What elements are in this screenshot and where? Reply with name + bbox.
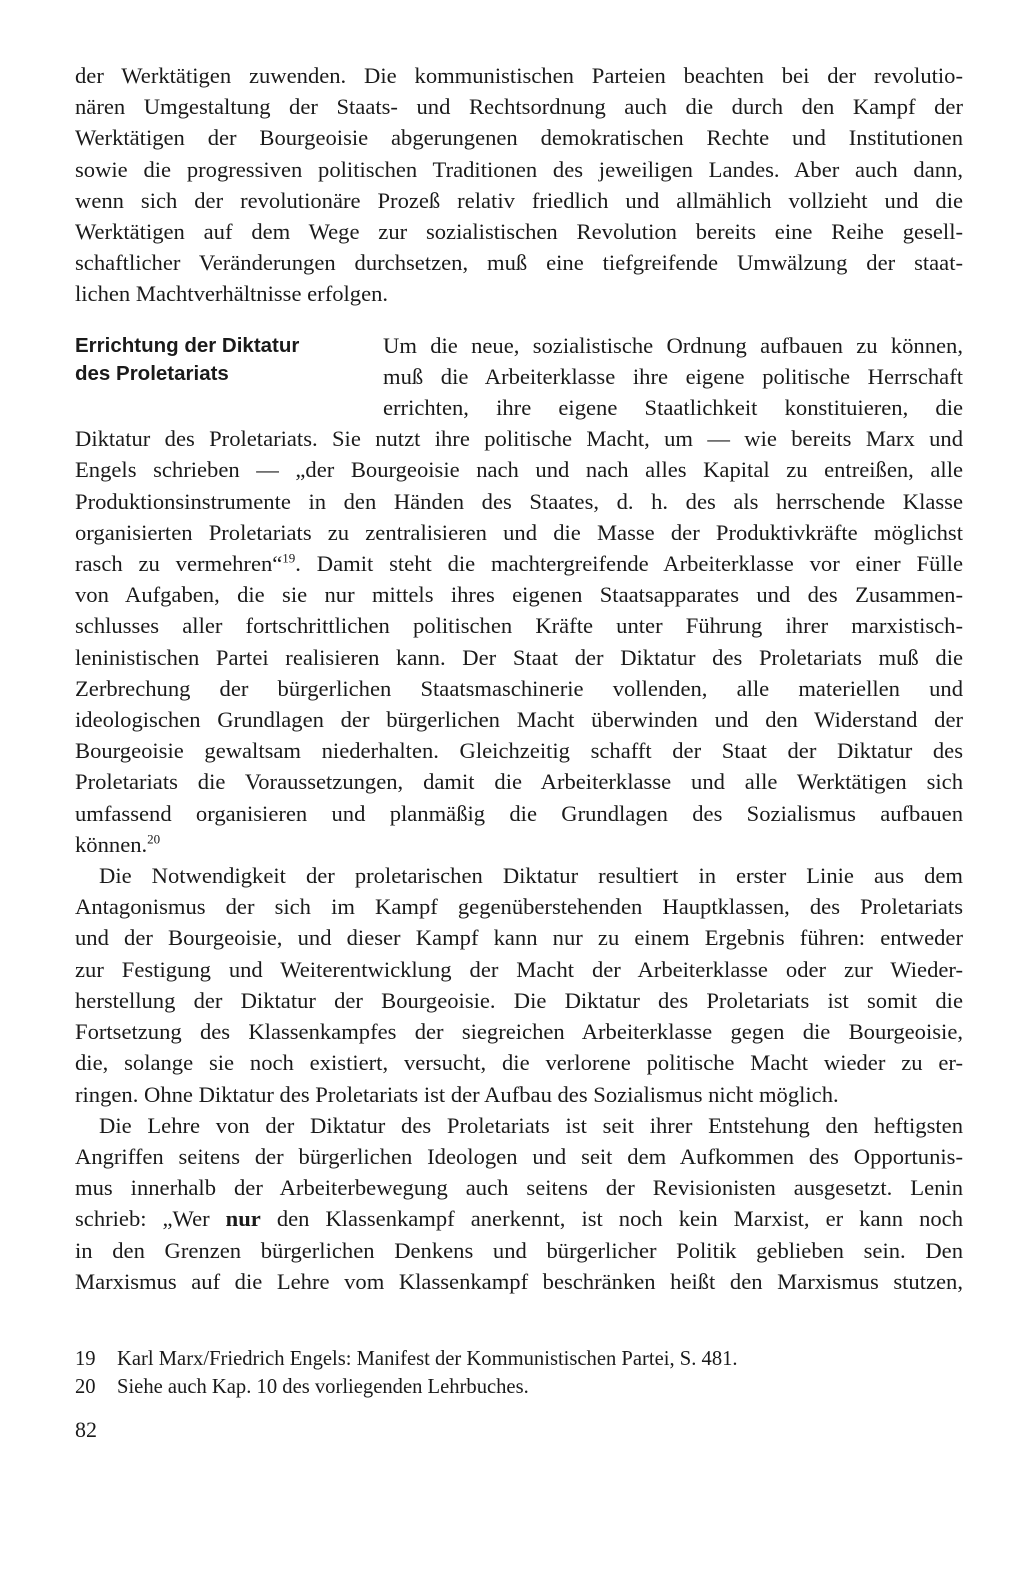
footnote-ref-20[interactable]: 20 <box>147 831 161 847</box>
section-heading-line: des Proletariats <box>75 361 229 385</box>
text-line: Bourgeoisie gewaltsam niederhalten. Gleichzeitig schafft der Staat der Diktatur des <box>75 738 963 764</box>
footnote-number: 20 <box>75 1376 96 1398</box>
text-line: Die Notwendigkeit der proletarischen Diktatur resultiert in erster Linie aus dem <box>99 863 963 889</box>
text-line: und der Bourgeoisie, und dieser Kampf kann nur zu einem Ergebnis führen: entweder <box>75 925 963 951</box>
text-line: ideologischen Grundlagen der bürgerlichen Macht überwinden und den Widerstand der <box>75 707 963 733</box>
text-segment: . Damit steht die machtergreifende Arbeiterklasse vor einer Fülle <box>295 551 963 577</box>
footnote-text: Karl Marx/Friedrich Engels: Manifest der Kommunistischen Partei, S. 481. <box>117 1348 738 1370</box>
text-line: von Aufgaben, die sie nur mittels ihres eigenen Staatsapparates und des Zusammen- <box>75 582 963 608</box>
text-line: muß die Arbeiterklasse ihre eigene politische Herrschaft <box>383 363 963 389</box>
emphasis-text: nur <box>225 1206 261 1232</box>
text-line: lichen Machtverhältnisse erfolgen. <box>75 281 389 307</box>
text-line: Werktätigen der Bourgeoisie abgerungenen demokratischen Rechte und Institutionen <box>75 125 963 151</box>
text-line: in den Grenzen bürgerlichen Denkens und bürgerlicher Politik geblieben sein. Den <box>75 1237 963 1263</box>
text-line: wenn sich der revolutionäre Prozeß relativ friedlich und allmählich vollzieht und die <box>75 187 963 213</box>
footnote-19 <box>75 1345 963 1373</box>
text-line <box>75 1203 963 1234</box>
text-line <box>75 829 963 860</box>
text-line: ringen. Ohne Diktatur des Proletariats ist der Aufbau des Sozialismus nicht möglich. <box>75 1081 839 1107</box>
intro-paragraph <box>75 60 963 310</box>
text-line: errichten, ihre eigene Staatlichkeit konstituieren, die <box>383 395 963 421</box>
footnote-ref-19[interactable]: 19 <box>282 550 296 566</box>
text-line: Diktatur des Proletariats. Sie nutzt ihre politische Macht, um — wie bereits Marx und <box>75 426 963 452</box>
text-line: Fortsetzung des Klassenkampfes der siegreichen Arbeiterklasse gegen die Bourgeoisie, <box>75 1019 963 1045</box>
footnotes <box>75 1345 963 1401</box>
text-line: Produktionsinstrumente in den Händen des Staates, d. h. des als herrschende Klasse <box>75 488 963 514</box>
text-line: Werktätigen auf dem Wege zur sozialistischen Revolution bereits eine Reihe gesell- <box>75 219 963 245</box>
text-line: schlusses aller fortschrittlichen politischen Kräfte unter Führung ihrer marxistisch- <box>75 613 963 639</box>
text-segment: schrieb: „Wer <box>75 1206 226 1232</box>
text-line: sowie die progressiven politischen Traditionen des jeweiligen Landes. Aber auch dann, <box>75 156 963 182</box>
text-line: schaftlicher Veränderungen durchsetzen, muß eine tiefgreifende Umwälzung der staat- <box>75 250 963 276</box>
text-line: der Werktätigen zuwenden. Die kommunistischen Parteien beachten bei der revolutio- <box>75 63 963 88</box>
text-segment: können. <box>75 831 148 857</box>
text-line: Antagonismus der sich im Kampf gegenüberstehenden Hauptklassen, des Proletariats <box>75 894 963 920</box>
text-line: organisierten Proletariats zu zentralisieren und die Masse der Produktivkräfte möglichst <box>75 519 963 545</box>
text-line: nären Umgestaltung der Staats- und Rechtsordnung auch die durch den Kampf der <box>75 94 963 120</box>
text-line: Um die neue, sozialistische Ordnung aufbauen zu können, <box>383 332 963 358</box>
footnote-20 <box>75 1373 963 1401</box>
page-number: 82 <box>75 1417 97 1442</box>
section-paragraph <box>75 330 963 860</box>
paragraph-2 <box>75 860 963 1110</box>
text-line: Engels schrieben — „der Bourgeoisie nach und nach alles Kapital zu entreißen, alle <box>75 457 963 483</box>
page-body <box>75 60 963 1297</box>
footnote-text: Siehe auch Kap. 10 des vorliegenden Lehrbuches. <box>117 1376 529 1398</box>
text-line: mus innerhalb der Arbeiterbewegung auch seitens der Revisionisten ausgesetzt. Lenin <box>75 1175 963 1201</box>
text-line: Die Lehre von der Diktatur des Proletariats ist seit ihrer Entstehung den heftigsten <box>99 1112 963 1138</box>
text-line: Proletariats die Voraussetzungen, damit die Arbeiterklasse und alle Werktätigen sich <box>75 769 963 795</box>
text-line: Angriffen seitens der bürgerlichen Ideologen und seit dem Aufkommen des Opportunis- <box>75 1143 963 1169</box>
section-heading <box>75 330 365 388</box>
text-segment: rasch zu vermehren“ <box>75 551 283 577</box>
text-line: Marxismus auf die Lehre vom Klassenkampf beschränken heißt den Marxismus stutzen, <box>75 1268 963 1294</box>
section-dictatorship <box>75 330 963 860</box>
section-heading-line: Errichtung der Diktatur <box>75 333 300 357</box>
text-line: zur Festigung und Weiterentwicklung der Macht der Arbeiterklasse oder zur Wieder- <box>75 956 963 982</box>
text-line: herstellung der Diktatur der Bourgeoisie. Die Diktatur des Proletariats ist somit die <box>75 987 963 1013</box>
text-line: Zerbrechung der bürgerlichen Staatsmaschinerie vollenden, alle materiellen und <box>75 675 963 701</box>
text-line: die, solange sie noch existiert, versucht, die verlorene politische Macht wieder zu er- <box>75 1050 963 1076</box>
text-line <box>75 548 963 579</box>
text-segment: den Klassenkampf anerkennt, ist noch kein Marxist, er kann noch <box>260 1206 963 1232</box>
text-line: leninistischen Partei realisieren kann. Der Staat der Diktatur des Proletariats muß die <box>75 644 963 670</box>
text-line: umfassend organisieren und planmäßig die Grundlagen des Sozialismus aufbauen <box>75 800 963 826</box>
paragraph-3 <box>75 1110 963 1297</box>
footnote-number: 19 <box>75 1348 96 1370</box>
